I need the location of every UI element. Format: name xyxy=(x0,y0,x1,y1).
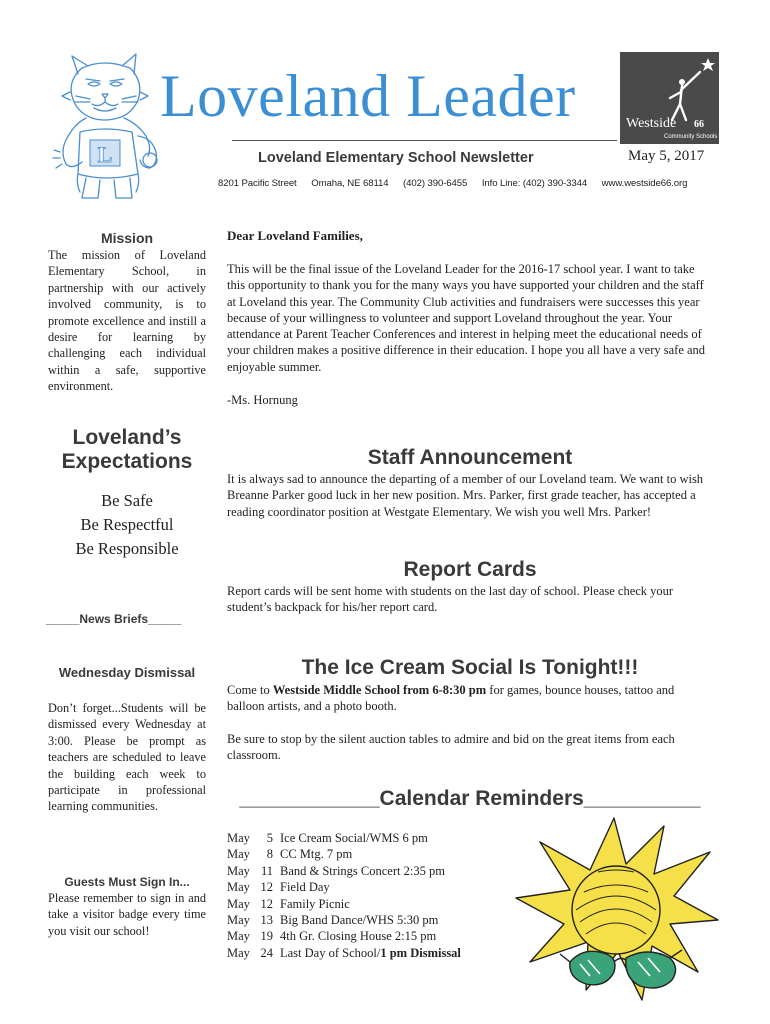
calendar-item: May 5 Ice Cream Social/WMS 6 pm xyxy=(227,831,428,845)
calendar-item: May 11 Band & Strings Concert 2:35 pm xyxy=(227,863,445,878)
newsletter-title: Loveland Leader xyxy=(160,63,576,129)
staff-announcement-text: It is always sad to announce the departing of a member of our Loveland team. We want to wish Breanne Parker good luck in her new position. Mrs. Parker, first grade teacher, has accepted a reading coordinator position at Westgate Elementary. We wish you well Mrs. Parker! xyxy=(227,472,704,519)
svg-text:Westside: Westside xyxy=(626,116,677,131)
wednesday-dismissal-text: Don’t forget...Students will be dismissed every Wednesday at 3:00. Please be prompt as teachers are scheduled to leave the building each week to participate in professional learning communities. xyxy=(48,701,206,814)
wednesday-dismissal-heading: Wednesday Dismissal xyxy=(58,665,196,680)
calendar-item: May 24 Last Day of School/ 1 pm Dismissal xyxy=(227,945,461,960)
letter-body: This will be the final issue of the Loveland Leader for the 2016-17 school year. I want to take this opportunity to thank you for the many ways you have supported your children and the staff at Loveland this year. The Community Club activities and fundraisers were successes this year because of your willingness to volunteer and support Loveland throughout the year. Your attendance at Parent Teacher Conferences and interest in helping meet the educational needs of your children makes a positive difference in their education. I hope you all have a very safe and enjoyable summer. xyxy=(227,262,706,374)
expectation-item: Be Respectful xyxy=(80,515,174,534)
mission-text: The mission of Loveland Elementary School, in partnership with our actively involved community, is to promote excellence and instill a desire for learning by challenging each individual within a safe, supportive environment. xyxy=(48,248,206,394)
svg-text:L: L xyxy=(97,142,113,167)
mission-heading: Mission xyxy=(100,230,154,246)
report-cards-text: Report cards will be sent home with students on the last day of school. Please check your student’s backpack for his/her report card. xyxy=(227,584,674,615)
calendar-item: May 13 Big Band Dance/WHS 5:30 pm xyxy=(227,913,439,928)
expectations-heading: Loveland’s Expectations xyxy=(61,426,193,473)
issue-date: May 5, 2017 xyxy=(628,148,705,164)
letter-salutation: Dear Loveland Families, xyxy=(227,228,363,243)
newsletter-subtitle: Loveland Elementary School Newsletter xyxy=(258,150,534,166)
svg-text:66: 66 xyxy=(694,119,704,130)
news-briefs-heading: _____News Briefs_____ xyxy=(46,612,182,626)
info-line: Info Line: (402) 390-3344 xyxy=(481,178,588,189)
expectation-item: Be Responsible xyxy=(75,539,179,558)
expectation-item: Be Safe xyxy=(101,491,153,510)
sun-sunglasses-clipart xyxy=(514,812,719,1002)
calendar-item: May 12 Family Picnic xyxy=(227,896,350,911)
calendar-item: May 8 CC Mtg. 7 pm xyxy=(227,847,353,862)
ice-cream-social-text: Come to Westside Middle School from 6-8:30 pm for games, bounce houses, tattoo and balloon artists, and a photo booth. xyxy=(227,683,675,714)
website-url: www.westside66.org xyxy=(601,178,688,189)
contact-info-line xyxy=(218,178,699,189)
calendar-reminders-heading: ____________Calendar Reminders__________ xyxy=(239,787,701,810)
svg-text:Community Schools: Community Schools xyxy=(664,134,718,140)
event-location-time: Westside Middle School from 6-8:30 pm xyxy=(272,683,487,697)
staff-announcement-heading: Staff Announcement xyxy=(367,446,573,469)
calendar-list xyxy=(227,830,527,961)
calendar-item: May 12 Field Day xyxy=(227,880,330,895)
westside-logo xyxy=(620,52,719,144)
guests-sign-in-heading: Guests Must Sign In... xyxy=(64,875,190,889)
street-address: 8201 Pacific Street xyxy=(218,178,297,189)
report-cards-heading: Report Cards xyxy=(403,558,537,581)
letter-signature: -Ms. Hornung xyxy=(227,393,298,407)
silent-auction-text: Be sure to stop by the silent auction tables to admire and bid on the great items from each classroom. xyxy=(227,732,675,763)
guests-sign-in-text: Please remember to sign in and take a visitor badge every time you visit our school! xyxy=(48,891,206,938)
ice-cream-social-heading: The Ice Cream Social Is Tonight!!! xyxy=(301,656,639,679)
wildcat-mascot-illustration xyxy=(52,52,170,202)
city-state-zip: Omaha, NE 68114 xyxy=(311,178,389,189)
phone-number: (402) 390-6455 xyxy=(403,178,468,189)
masthead-divider xyxy=(232,140,617,141)
calendar-item: May 19 4th Gr. Closing House 2:15 pm xyxy=(227,929,437,944)
